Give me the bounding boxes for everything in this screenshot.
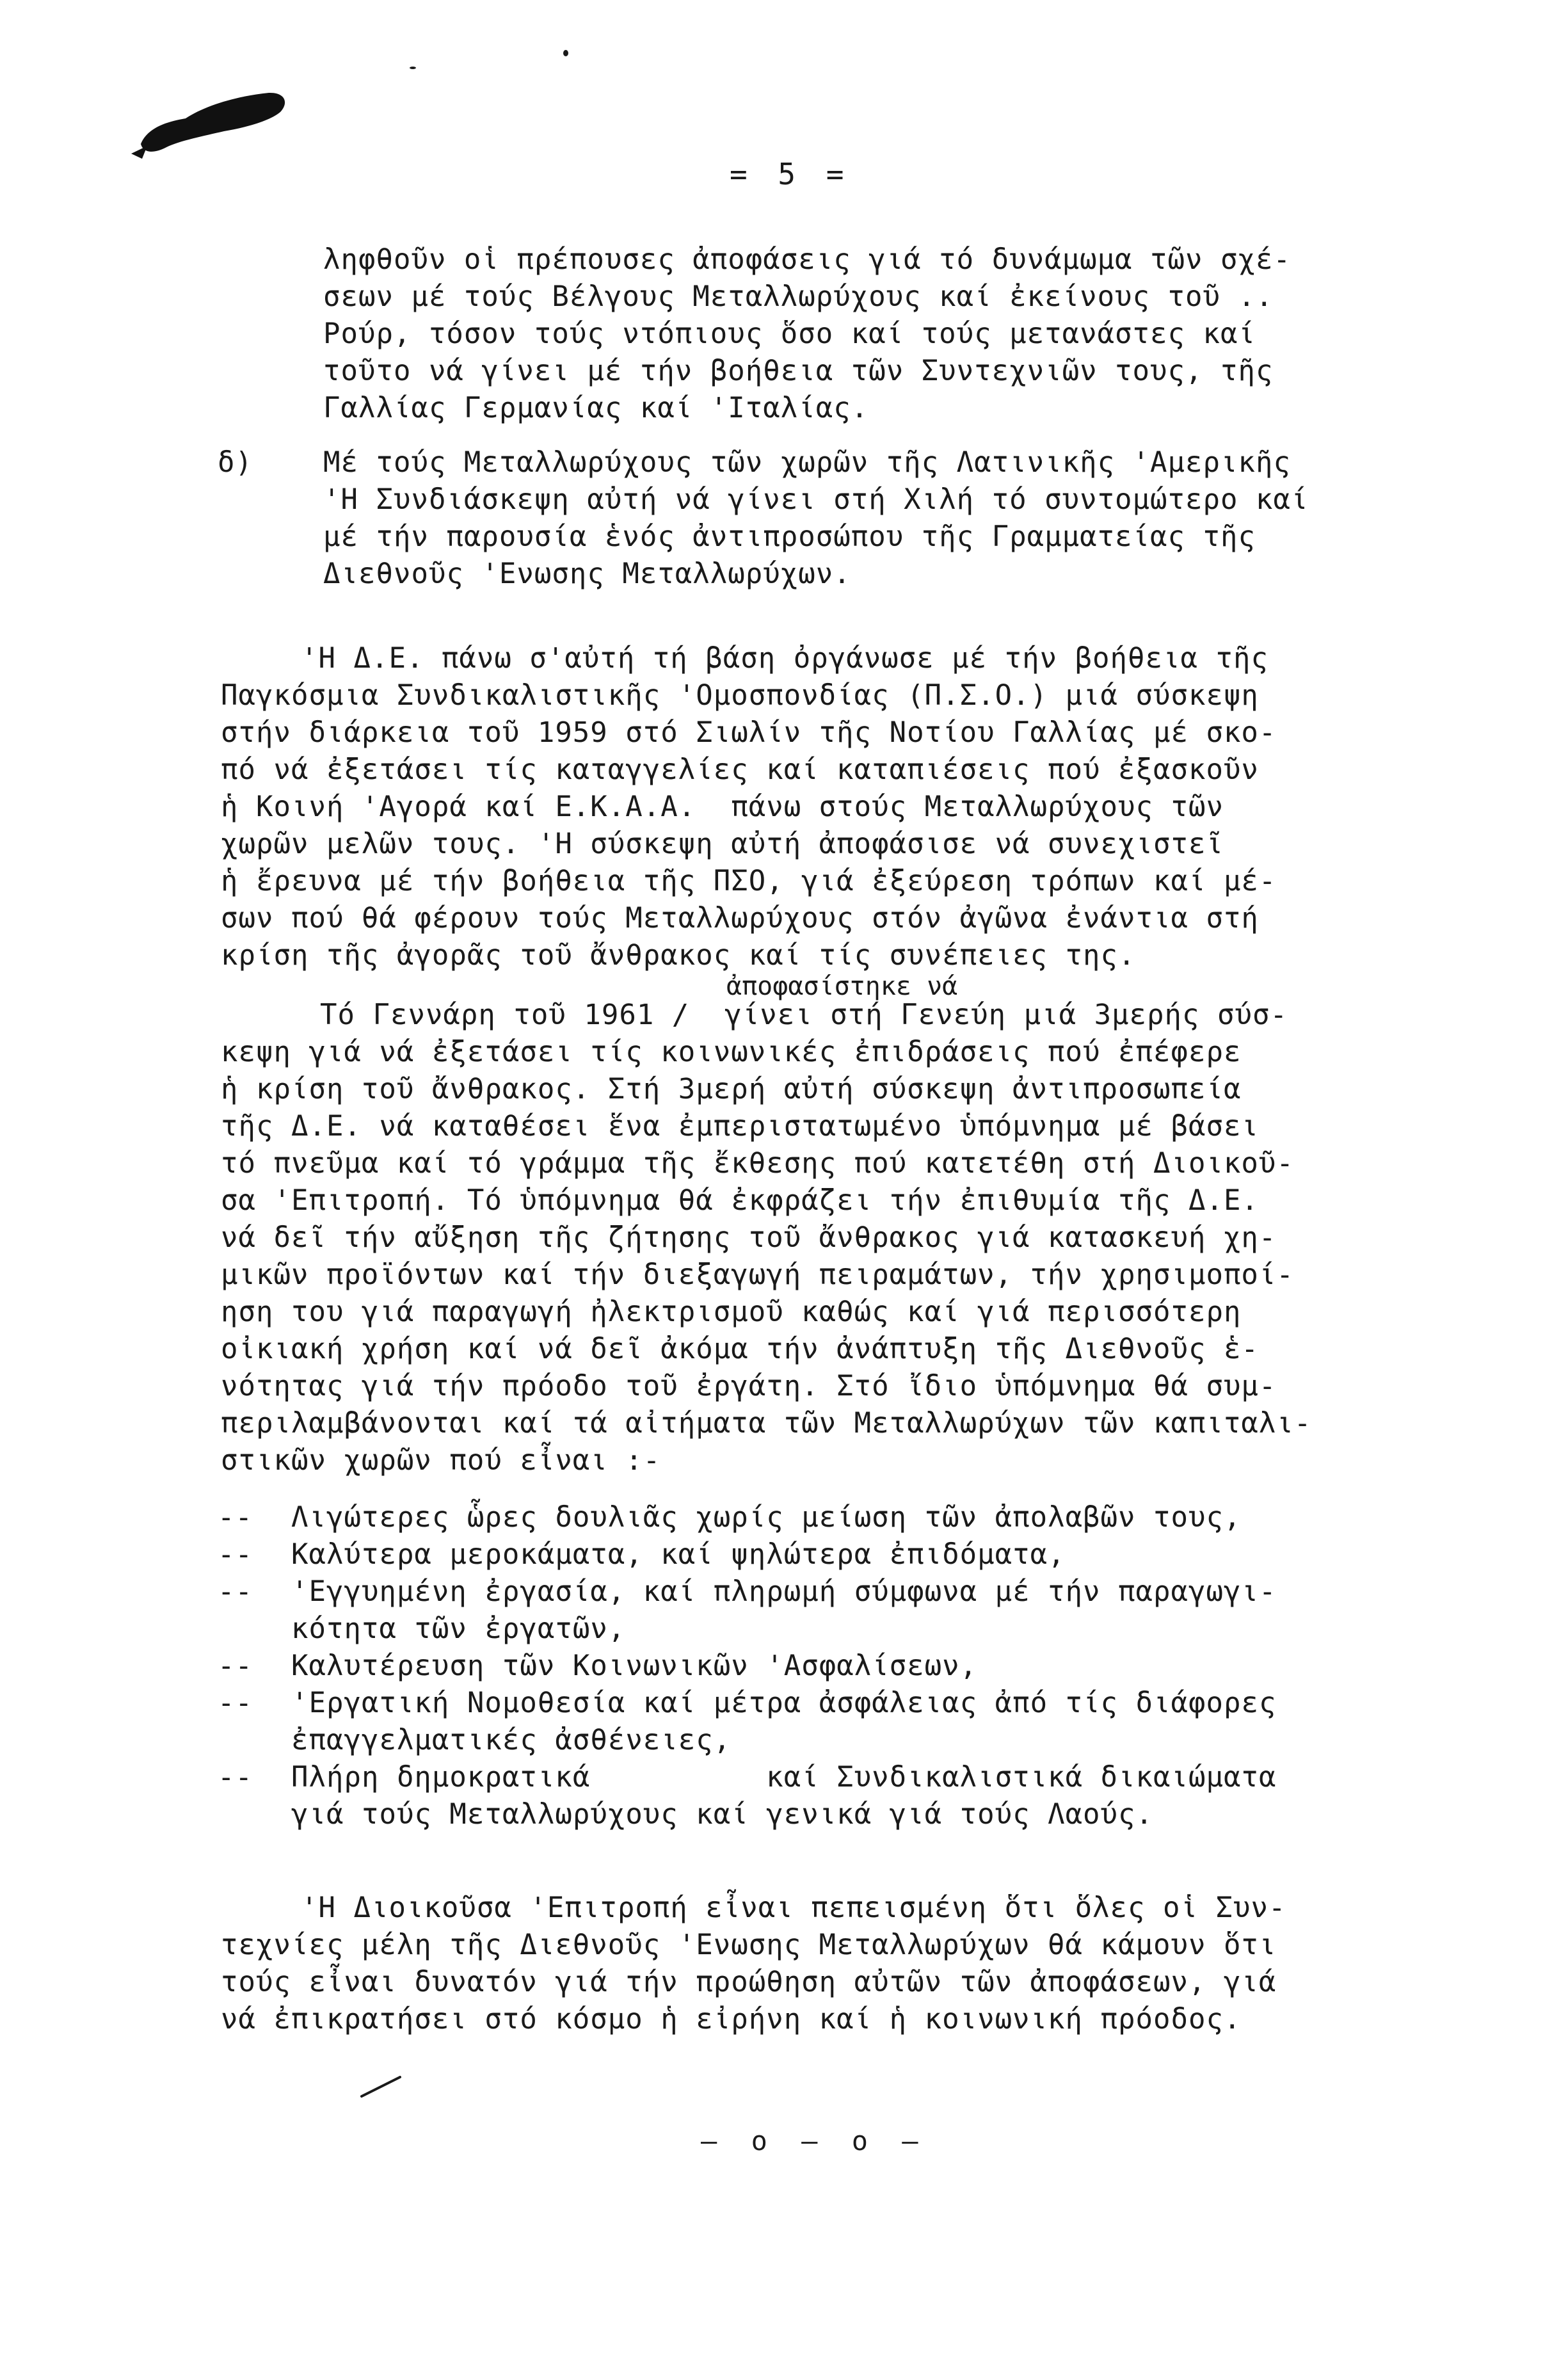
text-line: σεων μέ τούς Βέλγους Μεταλλωρύχους καί ἐκείνους τοῦ ..	[323, 280, 1274, 313]
section-marker-delta: δ)	[218, 446, 253, 479]
list-dash: --	[218, 1650, 253, 1682]
pen-slash-mark	[358, 2074, 403, 2100]
list-dash: --	[218, 1761, 253, 1794]
text-line: τούς εἶναι δυνατόν γιά τήν προώθηση αὐτῶν τῶν ἀποφάσεων, γιά	[221, 1966, 1277, 1998]
text-line: οἰκιακή χρήση καί νά δεῖ ἀκόμα τήν ἀνάπτυξη τῆς Διεθνοῦς ἑ-	[221, 1333, 1259, 1365]
text-line: μικῶν προϊόντων καί τήν διεξαγωγή πειραμάτων, τήν χρησιμοποί-	[221, 1258, 1294, 1291]
page-number: = 5 =	[730, 157, 851, 191]
text-line: κρίση τῆς ἀγορᾶς τοῦ ἄνθρακος καί τίς συνέπειες της.	[221, 939, 1136, 972]
ink-speck	[563, 50, 568, 56]
text-line: 'Η Δ.Ε. πάνω σ'αὐτή τή βάση ὀργάνωσε μέ τήν βοήθεια τῆς	[301, 642, 1268, 675]
text-line: πό νά ἐξετάσει τίς καταγγελίες καί καταπιέσεις πού ἐξασκοῦν	[221, 753, 1259, 786]
text-line: Παγκόσμια Συνδικαλιστικῆς 'Ομοσπονδίας (Π.Σ.Ο.) μιά σύσκεψη	[221, 679, 1259, 712]
text-line: νά δεῖ τήν αὔξηση τῆς ζήτησης τοῦ ἄνθρακος γιά κατασκευή χη-	[221, 1221, 1277, 1254]
list-dash: --	[218, 1575, 253, 1608]
text-line: ἡ ἔρευνα μέ τήν βοήθεια τῆς ΠΣΟ, γιά ἐξεύρεση τρόπων καί μέ-	[221, 865, 1277, 897]
text-line: τῆς Δ.Ε. νά καταθέσει ἕνα ἐμπεριστατωμένο ὑπόμνημα μέ βάσει	[221, 1110, 1259, 1143]
page-end-mark: – ο – ο –	[701, 2125, 927, 2156]
text-line: στικῶν χωρῶν πού εἶναι :-	[221, 1444, 661, 1477]
list-item-continuation: ἐπαγγελματικές ἀσθένειες,	[291, 1724, 732, 1756]
text-line: μέ τήν παρουσία ἑνός ἀντιπροσώπου τῆς Γραμματείας τῆς	[323, 520, 1256, 553]
list-item-continuation: γιά τούς Μεταλλωρύχους καί γενικά γιά τούς Λαούς.	[291, 1798, 1154, 1831]
text-line: Μέ τούς Μεταλλωρύχους τῶν χωρῶν τῆς Λατινικῆς 'Αμερικῆς	[323, 446, 1291, 479]
text-line: Τό Γεννάρη τοῦ 1961 / γίνει στή Γενεύη μιά 3μερής σύσ-	[320, 999, 1288, 1031]
text-line: νότητας γιά τήν πρόοδο τοῦ ἐργάτη. Στό ἴδιο ὑπόμνημα θά συμ-	[221, 1370, 1277, 1402]
list-item-continuation: κότητα τῶν ἐργατῶν,	[291, 1612, 626, 1645]
list-item: Λιγώτερες ὧρες δουλιᾶς χωρίς μείωση τῶν ἀπολαβῶν τους,	[291, 1501, 1242, 1534]
list-dash: --	[218, 1501, 253, 1534]
list-item: Καλυτέρευση τῶν Κοινωνικῶν 'Ασφαλίσεων,	[291, 1650, 978, 1682]
list-dash: --	[218, 1687, 253, 1719]
list-item: 'Εργατική Νομοθεσία καί μέτρα ἀσφάλειας ἀπό τίς διάφορες	[291, 1687, 1277, 1719]
text-line: Ρούρ, τόσον τούς ντόπιους ὅσο καί τούς μετανάστες καί	[323, 317, 1256, 350]
ink-blot-mark	[128, 83, 294, 160]
text-line: περιλαμβάνονται καί τά αἰτήματα τῶν Μεταλλωρύχων τῶν καπιταλι-	[221, 1407, 1312, 1440]
text-line: Διεθνοῦς 'Ενωσης Μεταλλωρύχων.	[323, 558, 851, 590]
text-line: χωρῶν μελῶν τους. 'Η σύσκεψη αὐτή ἀποφάσισε νά συνεχιστεῖ	[221, 828, 1224, 860]
handwritten-insertion: ἀποφασίστηκε νά	[726, 972, 958, 1001]
text-line: 'Η Συνδιάσκεψη αὐτή νά γίνει στή Χιλή τό συντομώτερο καί	[323, 483, 1309, 516]
text-line: κεψη γιά νά ἐξετάσει τίς κοινωνικές ἐπιδράσεις πού ἐπέφερε	[221, 1036, 1242, 1068]
text-line: 'Η Διοικοῦσα 'Επιτροπή εἶναι πεπεισμένη ὅτι ὅλες οἱ Συν-	[301, 1891, 1286, 1924]
list-dash: --	[218, 1538, 253, 1571]
text-line: Γαλλίας Γερμανίας καί 'Ιταλίας.	[323, 392, 869, 424]
text-line: νά ἐπικρατήσει στό κόσμο ἡ εἰρήνη καί ἡ κοινωνική πρόοδος.	[221, 2003, 1242, 2036]
text-line: ἡ κρίση τοῦ ἄνθρακος. Στή 3μερή αὐτή σύσκεψη ἀντιπροσωπεία	[221, 1073, 1242, 1105]
text-line: τοῦτο νά γίνει μέ τήν βοήθεια τῶν Συντεχνιῶν τους, τῆς	[323, 355, 1274, 387]
text-line: ληφθοῦν οἱ πρέπουσες ἀποφάσεις γιά τό δυνάμωμα τῶν σχέ-	[323, 243, 1291, 276]
list-item: Πλήρη δημοκρατικά καί Συνδικαλιστικά δικαιώματα	[291, 1761, 1277, 1794]
text-line: τό πνεῦμα καί τό γράμμα τῆς ἔκθεσης πού κατετέθη στή Διοικοῦ-	[221, 1147, 1294, 1180]
list-item: Καλύτερα μεροκάματα, καί ψηλώτερα ἐπιδόματα,	[291, 1538, 1066, 1571]
text-line: σα 'Επιτροπή. Τό ὑπόμνημα θά ἐκφράζει τήν ἐπιθυμία τῆς Δ.Ε.	[221, 1184, 1259, 1217]
text-line: ηση του γιά παραγωγή ἠλεκτρισμοῦ καθώς καί γιά περισσότερη	[221, 1296, 1242, 1328]
list-item: 'Εγγυημένη ἐργασία, καί πληρωμή σύμφωνα μέ τήν παραγωγι-	[291, 1575, 1277, 1608]
text-line: τεχνίες μέλη τῆς Διεθνοῦς 'Ενωσης Μεταλλωρύχων θά κάμουν ὅτι	[221, 1929, 1277, 1961]
text-line: ἡ Κοινή 'Αγορά καί Ε.Κ.Α.Α. πάνω στούς Μεταλλωρύχους τῶν	[221, 791, 1224, 823]
ink-speck	[410, 67, 416, 69]
text-line: σων πού θά φέρουν τούς Μεταλλωρύχους στόν ἀγῶνα ἐνάντια στή	[221, 902, 1259, 935]
text-line: στήν διάρκεια τοῦ 1959 στό Σιωλίν τῆς Νοτίου Γαλλίας μέ σκο-	[221, 716, 1277, 749]
